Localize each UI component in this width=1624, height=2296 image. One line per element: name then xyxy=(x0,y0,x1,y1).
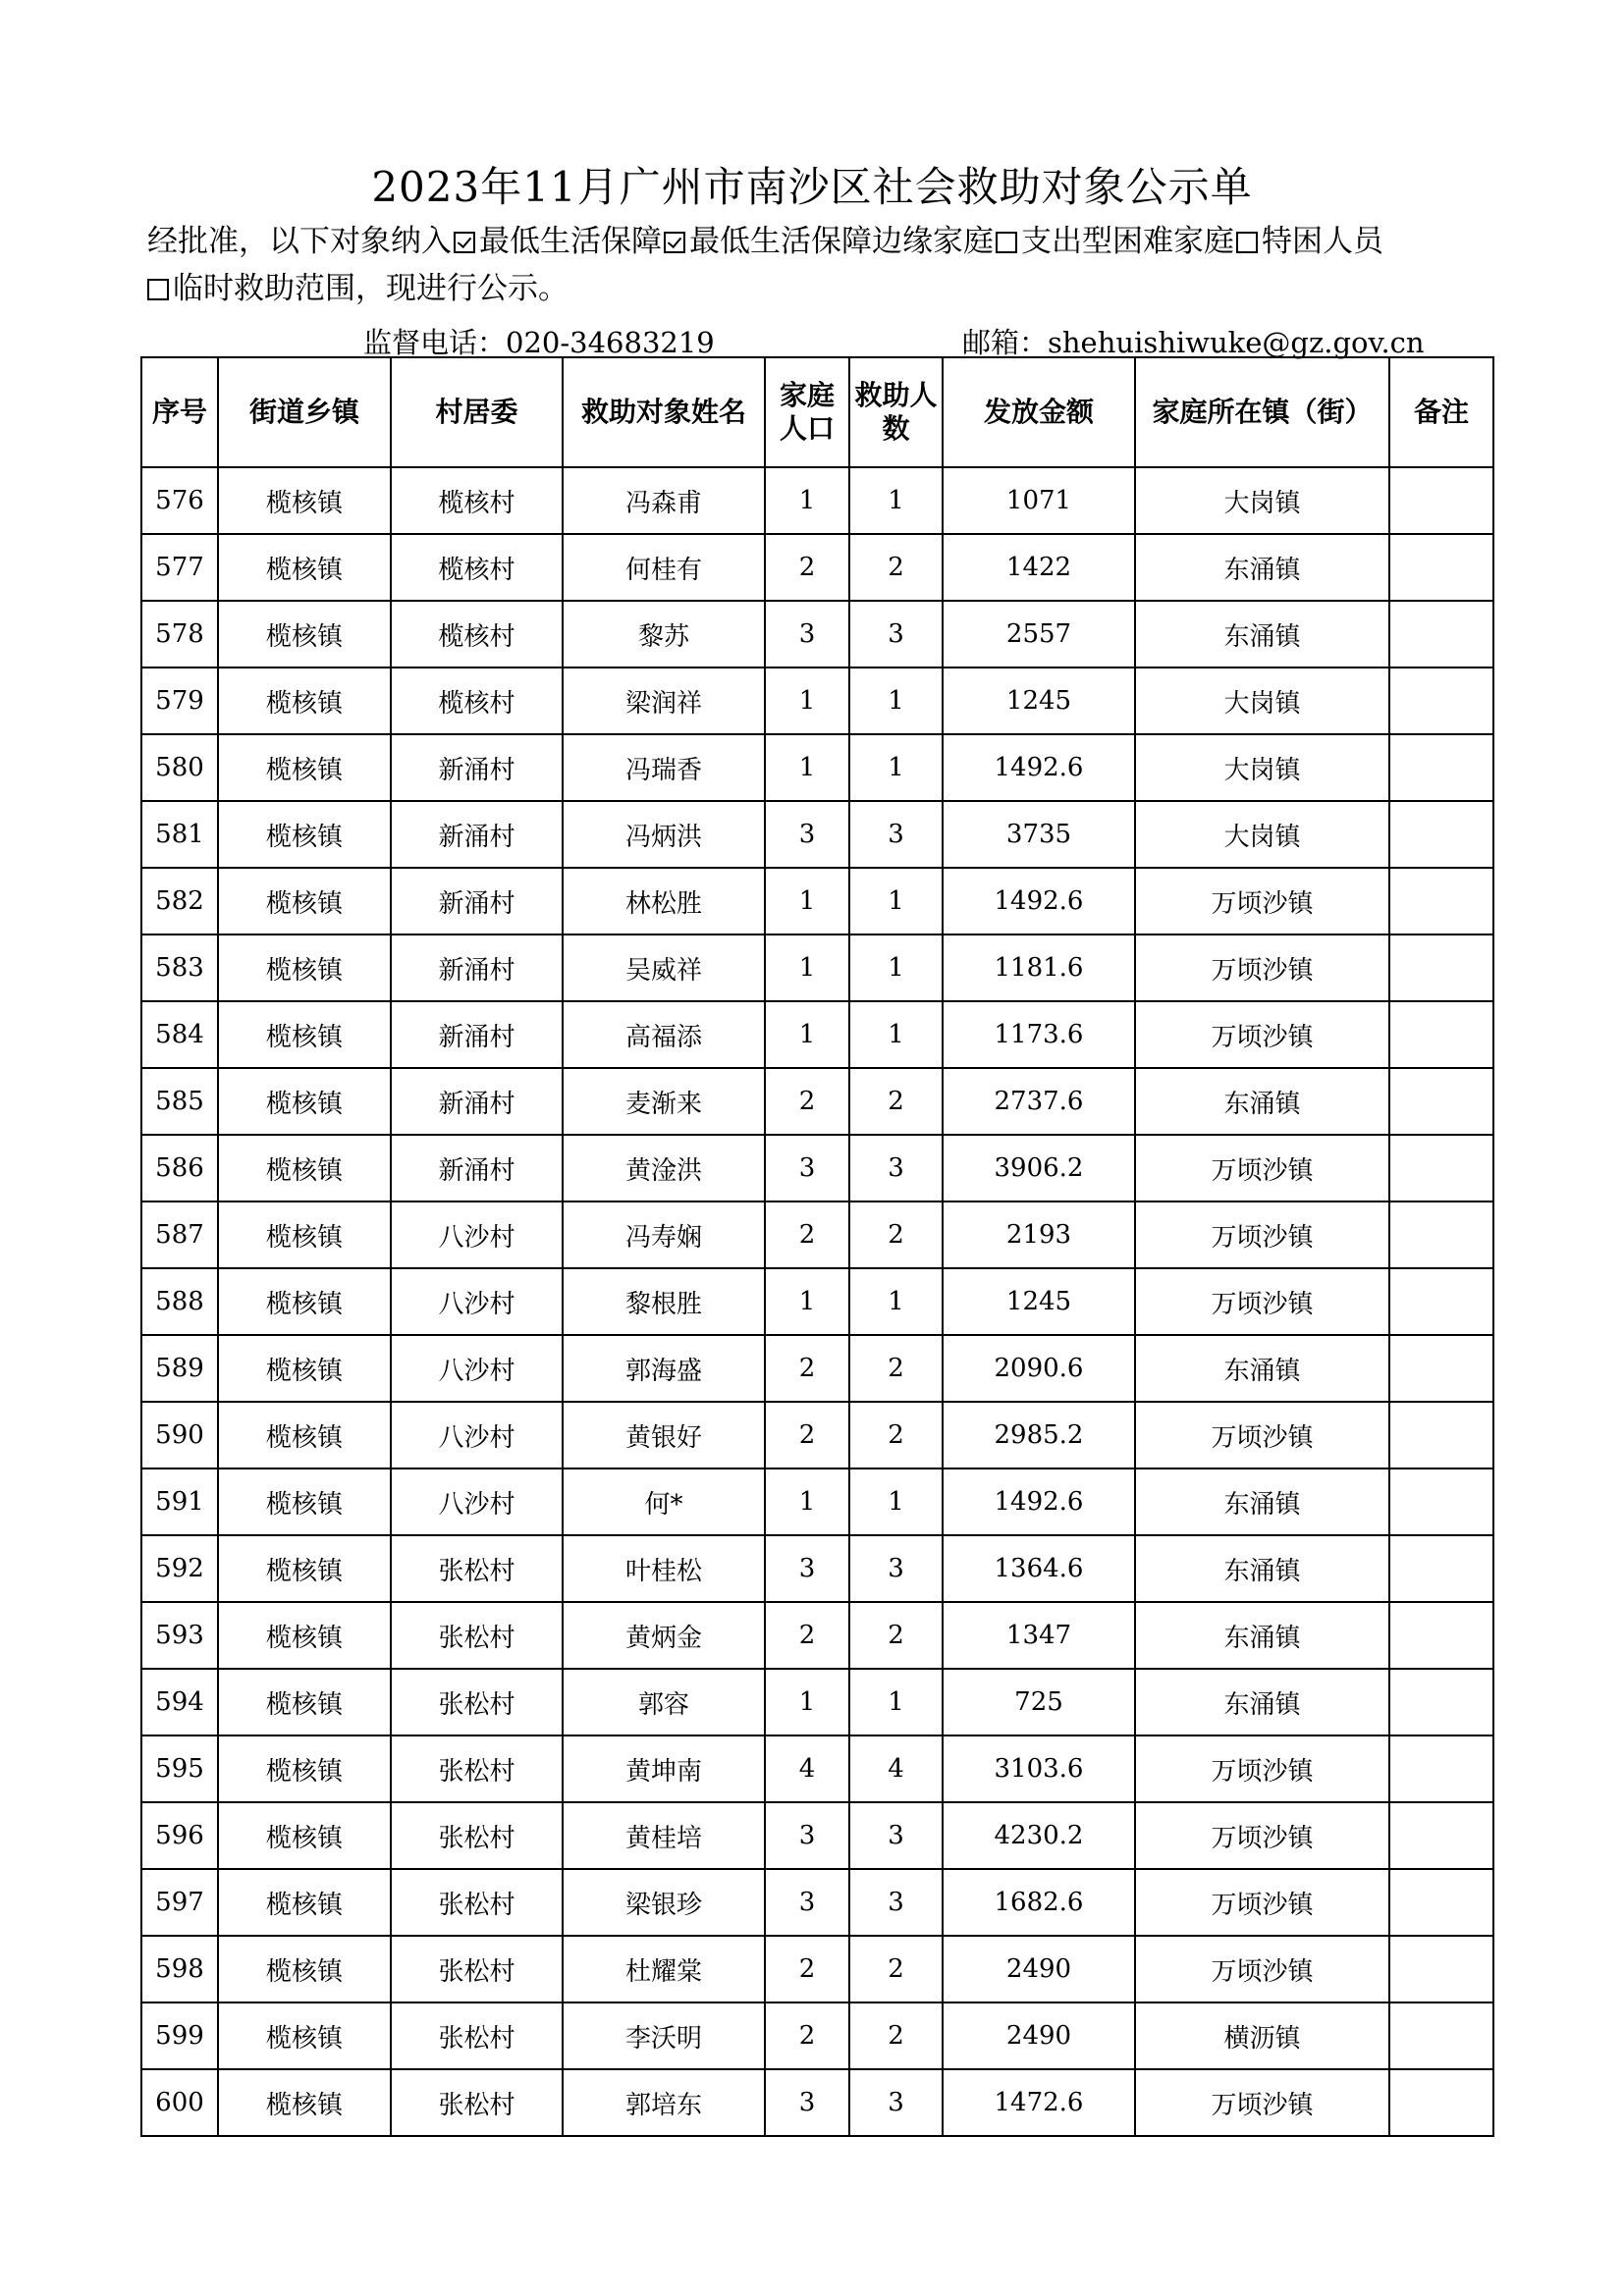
table-row xyxy=(141,2002,1493,2069)
cell-household: 1 xyxy=(765,1468,849,1535)
header-no: 序号 xyxy=(141,357,218,467)
cell-street: 榄核镇 xyxy=(218,1001,391,1068)
cell-aided: 4 xyxy=(849,1735,943,1802)
cell-amount: 1245 xyxy=(943,667,1135,734)
cell-street: 榄核镇 xyxy=(218,1268,391,1335)
cell-no: 576 xyxy=(141,467,218,534)
cell-aided: 1 xyxy=(849,734,943,801)
cell-name: 林松胜 xyxy=(563,868,765,934)
aid-recipients-table xyxy=(140,356,1494,2137)
cell-amount: 1347 xyxy=(943,1602,1135,1669)
cell-street: 榄核镇 xyxy=(218,868,391,934)
cell-no: 586 xyxy=(141,1135,218,1201)
table-row xyxy=(141,1936,1493,2002)
cell-household: 3 xyxy=(765,801,849,868)
cell-aided: 3 xyxy=(849,1135,943,1201)
cell-remark xyxy=(1389,1869,1493,1936)
table-row xyxy=(141,1268,1493,1335)
cell-household: 1 xyxy=(765,934,849,1001)
cell-name: 黄炳金 xyxy=(563,1602,765,1669)
cell-village: 榄核村 xyxy=(391,467,563,534)
cell-street: 榄核镇 xyxy=(218,467,391,534)
cell-village: 张松村 xyxy=(391,1535,563,1602)
cell-amount: 3103.6 xyxy=(943,1735,1135,1802)
cell-remark xyxy=(1389,934,1493,1001)
cell-aided: 1 xyxy=(849,934,943,1001)
cell-name: 冯瑞香 xyxy=(563,734,765,801)
cell-village: 张松村 xyxy=(391,1802,563,1869)
cell-no: 581 xyxy=(141,801,218,868)
cell-street: 榄核镇 xyxy=(218,1735,391,1802)
cell-village: 新涌村 xyxy=(391,734,563,801)
header-street: 街道乡镇 xyxy=(218,357,391,467)
cell-home-town: 东涌镇 xyxy=(1135,1602,1389,1669)
cell-amount: 1422 xyxy=(943,534,1135,601)
cell-home-town: 万顷沙镇 xyxy=(1135,1936,1389,2002)
header-home-town: 家庭所在镇（街） xyxy=(1135,357,1389,467)
cell-aided: 2 xyxy=(849,1068,943,1135)
cell-street: 榄核镇 xyxy=(218,667,391,734)
cell-remark xyxy=(1389,1602,1493,1669)
cell-village: 张松村 xyxy=(391,1735,563,1802)
cell-household: 2 xyxy=(765,1402,849,1468)
cell-home-town: 万顷沙镇 xyxy=(1135,1802,1389,1869)
cell-village: 张松村 xyxy=(391,1869,563,1936)
page-title: 2023年11月广州市南沙区社会救助对象公示单 xyxy=(371,163,1253,211)
cell-no: 588 xyxy=(141,1268,218,1335)
checkbox-icon xyxy=(147,279,169,300)
cell-no: 583 xyxy=(141,934,218,1001)
cell-household: 2 xyxy=(765,2002,849,2069)
cell-home-town: 大岗镇 xyxy=(1135,734,1389,801)
table-row xyxy=(141,1735,1493,1802)
cell-amount: 1245 xyxy=(943,1268,1135,1335)
cell-name: 郭培东 xyxy=(563,2069,765,2136)
cell-aided: 1 xyxy=(849,1468,943,1535)
header-name: 救助对象姓名 xyxy=(563,357,765,467)
intro-paragraph xyxy=(147,218,1522,312)
table-row xyxy=(141,1802,1493,1869)
cell-village: 榄核村 xyxy=(391,667,563,734)
table-row xyxy=(141,1468,1493,1535)
cell-no: 578 xyxy=(141,601,218,667)
cell-name: 吴威祥 xyxy=(563,934,765,1001)
cell-no: 591 xyxy=(141,1468,218,1535)
cell-home-town: 东涌镇 xyxy=(1135,601,1389,667)
cell-name: 黄坤南 xyxy=(563,1735,765,1802)
cell-household: 2 xyxy=(765,1068,849,1135)
cell-name: 李沃明 xyxy=(563,2002,765,2069)
cell-remark xyxy=(1389,467,1493,534)
cell-street: 榄核镇 xyxy=(218,801,391,868)
cell-street: 榄核镇 xyxy=(218,2002,391,2069)
cell-village: 张松村 xyxy=(391,1936,563,2002)
header-aided: 救助人 数 xyxy=(849,357,943,467)
cell-street: 榄核镇 xyxy=(218,1535,391,1602)
cell-no: 598 xyxy=(141,1936,218,2002)
cell-remark xyxy=(1389,734,1493,801)
cell-amount: 1181.6 xyxy=(943,934,1135,1001)
cell-aided: 3 xyxy=(849,801,943,868)
table-row xyxy=(141,2069,1493,2136)
cell-household: 3 xyxy=(765,1802,849,1869)
cell-village: 新涌村 xyxy=(391,934,563,1001)
cell-remark xyxy=(1389,1335,1493,1402)
cell-aided: 3 xyxy=(849,2069,943,2136)
cell-aided: 3 xyxy=(849,1802,943,1869)
cell-village: 八沙村 xyxy=(391,1201,563,1268)
cell-aided: 1 xyxy=(849,667,943,734)
table-row xyxy=(141,1068,1493,1135)
table-body xyxy=(141,467,1493,2136)
cell-amount: 2737.6 xyxy=(943,1068,1135,1135)
table-row xyxy=(141,734,1493,801)
cell-name: 黄银好 xyxy=(563,1402,765,1468)
cell-home-town: 万顷沙镇 xyxy=(1135,1869,1389,1936)
cell-home-town: 东涌镇 xyxy=(1135,1669,1389,1735)
checkbox-icon xyxy=(664,232,685,253)
cell-street: 榄核镇 xyxy=(218,934,391,1001)
cell-name: 黎根胜 xyxy=(563,1268,765,1335)
cell-remark xyxy=(1389,1936,1493,2002)
table-row xyxy=(141,801,1493,868)
cell-village: 八沙村 xyxy=(391,1468,563,1535)
table-row xyxy=(141,1669,1493,1735)
table-row xyxy=(141,868,1493,934)
cell-no: 577 xyxy=(141,534,218,601)
cell-home-town: 万顷沙镇 xyxy=(1135,1001,1389,1068)
cell-name: 杜耀棠 xyxy=(563,1936,765,2002)
header-remark: 备注 xyxy=(1389,357,1493,467)
cell-no: 585 xyxy=(141,1068,218,1135)
cell-aided: 3 xyxy=(849,1535,943,1602)
table-row xyxy=(141,667,1493,734)
cell-name: 冯寿娴 xyxy=(563,1201,765,1268)
cell-no: 590 xyxy=(141,1402,218,1468)
cell-name: 冯炳洪 xyxy=(563,801,765,868)
cell-no: 592 xyxy=(141,1535,218,1602)
cell-household: 2 xyxy=(765,1602,849,1669)
cell-household: 3 xyxy=(765,1869,849,1936)
cell-street: 榄核镇 xyxy=(218,734,391,801)
cell-street: 榄核镇 xyxy=(218,534,391,601)
cell-no: 589 xyxy=(141,1335,218,1402)
cell-no: 600 xyxy=(141,2069,218,2136)
cell-street: 榄核镇 xyxy=(218,1869,391,1936)
cell-home-town: 万顷沙镇 xyxy=(1135,1268,1389,1335)
cell-home-town: 横沥镇 xyxy=(1135,2002,1389,2069)
table-row xyxy=(141,934,1493,1001)
option-extreme-poverty: 特困人员 xyxy=(1234,224,1383,259)
table-header-row xyxy=(141,357,1493,467)
cell-amount: 1364.6 xyxy=(943,1535,1135,1602)
cell-amount: 1682.6 xyxy=(943,1869,1135,1936)
cell-village: 张松村 xyxy=(391,2069,563,2136)
cell-aided: 2 xyxy=(849,534,943,601)
cell-street: 榄核镇 xyxy=(218,601,391,667)
header-village: 村居委 xyxy=(391,357,563,467)
cell-amount: 1472.6 xyxy=(943,2069,1135,2136)
cell-home-town: 万顷沙镇 xyxy=(1135,2069,1389,2136)
header-amount: 发放金额 xyxy=(943,357,1135,467)
table-row xyxy=(141,1869,1493,1936)
cell-remark xyxy=(1389,868,1493,934)
cell-household: 2 xyxy=(765,1201,849,1268)
table-row xyxy=(141,1335,1493,1402)
intro-prefix: 经批准，以下对象纳入 xyxy=(147,224,452,259)
cell-village: 八沙村 xyxy=(391,1268,563,1335)
cell-home-town: 东涌镇 xyxy=(1135,1068,1389,1135)
cell-home-town: 万顷沙镇 xyxy=(1135,1135,1389,1201)
cell-no: 595 xyxy=(141,1735,218,1802)
cell-village: 八沙村 xyxy=(391,1402,563,1468)
cell-amount: 1492.6 xyxy=(943,734,1135,801)
cell-village: 榄核村 xyxy=(391,601,563,667)
cell-remark xyxy=(1389,1468,1493,1535)
cell-amount: 1173.6 xyxy=(943,1001,1135,1068)
table-row xyxy=(141,1201,1493,1268)
cell-name: 郭容 xyxy=(563,1669,765,1735)
cell-aided: 2 xyxy=(849,1936,943,2002)
cell-remark xyxy=(1389,1735,1493,1802)
table-row xyxy=(141,1001,1493,1068)
cell-amount: 2490 xyxy=(943,2002,1135,2069)
cell-household: 1 xyxy=(765,1669,849,1735)
cell-street: 榄核镇 xyxy=(218,1936,391,2002)
cell-village: 新涌村 xyxy=(391,868,563,934)
cell-household: 1 xyxy=(765,1268,849,1335)
cell-street: 榄核镇 xyxy=(218,1068,391,1135)
cell-amount: 2490 xyxy=(943,1936,1135,2002)
cell-remark xyxy=(1389,1268,1493,1335)
cell-no: 599 xyxy=(141,2002,218,2069)
cell-aided: 1 xyxy=(849,1669,943,1735)
checkbox-icon xyxy=(1236,232,1258,253)
cell-household: 3 xyxy=(765,601,849,667)
cell-remark xyxy=(1389,1402,1493,1468)
cell-street: 榄核镇 xyxy=(218,1402,391,1468)
cell-remark xyxy=(1389,2002,1493,2069)
cell-name: 黄桂培 xyxy=(563,1802,765,1869)
cell-name: 郭海盛 xyxy=(563,1335,765,1402)
cell-amount: 2557 xyxy=(943,601,1135,667)
cell-name: 叶桂松 xyxy=(563,1535,765,1602)
cell-home-town: 万顷沙镇 xyxy=(1135,868,1389,934)
cell-aided: 1 xyxy=(849,868,943,934)
cell-household: 1 xyxy=(765,734,849,801)
cell-remark xyxy=(1389,534,1493,601)
cell-aided: 2 xyxy=(849,1602,943,1669)
cell-amount: 2193 xyxy=(943,1201,1135,1268)
cell-household: 1 xyxy=(765,868,849,934)
cell-amount: 725 xyxy=(943,1669,1135,1735)
cell-village: 张松村 xyxy=(391,1602,563,1669)
cell-street: 榄核镇 xyxy=(218,1602,391,1669)
cell-home-town: 东涌镇 xyxy=(1135,534,1389,601)
option-temporary-aid: 临时救助范围，现进行公示。 xyxy=(147,271,568,306)
cell-no: 587 xyxy=(141,1201,218,1268)
cell-household: 3 xyxy=(765,1535,849,1602)
cell-remark xyxy=(1389,667,1493,734)
cell-amount: 4230.2 xyxy=(943,1802,1135,1869)
option-expense-hardship: 支出型困难家庭 xyxy=(994,224,1234,259)
cell-home-town: 万顷沙镇 xyxy=(1135,1735,1389,1802)
cell-no: 579 xyxy=(141,667,218,734)
cell-household: 2 xyxy=(765,1936,849,2002)
cell-amount: 2090.6 xyxy=(943,1335,1135,1402)
cell-name: 何桂有 xyxy=(563,534,765,601)
cell-name: 黎苏 xyxy=(563,601,765,667)
header-household: 家庭 人口 xyxy=(765,357,849,467)
cell-aided: 2 xyxy=(849,1335,943,1402)
table-row xyxy=(141,1402,1493,1468)
cell-home-town: 大岗镇 xyxy=(1135,467,1389,534)
cell-household: 3 xyxy=(765,2069,849,2136)
cell-no: 580 xyxy=(141,734,218,801)
cell-home-town: 东涌镇 xyxy=(1135,1335,1389,1402)
cell-aided: 1 xyxy=(849,1268,943,1335)
cell-amount: 1492.6 xyxy=(943,1468,1135,1535)
cell-aided: 3 xyxy=(849,601,943,667)
cell-street: 榄核镇 xyxy=(218,1802,391,1869)
cell-remark xyxy=(1389,2069,1493,2136)
cell-remark xyxy=(1389,1669,1493,1735)
cell-home-town: 东涌镇 xyxy=(1135,1535,1389,1602)
cell-no: 594 xyxy=(141,1669,218,1735)
cell-village: 张松村 xyxy=(391,1669,563,1735)
cell-remark xyxy=(1389,1201,1493,1268)
cell-name: 冯森甫 xyxy=(563,467,765,534)
cell-village: 新涌村 xyxy=(391,1135,563,1201)
cell-household: 4 xyxy=(765,1735,849,1802)
cell-household: 2 xyxy=(765,534,849,601)
checkbox-icon xyxy=(996,232,1017,253)
cell-street: 榄核镇 xyxy=(218,1669,391,1735)
cell-household: 1 xyxy=(765,667,849,734)
cell-amount: 2985.2 xyxy=(943,1402,1135,1468)
cell-aided: 3 xyxy=(849,1869,943,1936)
cell-aided: 1 xyxy=(849,467,943,534)
cell-remark xyxy=(1389,1135,1493,1201)
cell-remark xyxy=(1389,1001,1493,1068)
cell-village: 新涌村 xyxy=(391,1068,563,1135)
cell-household: 3 xyxy=(765,1135,849,1201)
cell-remark xyxy=(1389,1535,1493,1602)
cell-household: 2 xyxy=(765,1335,849,1402)
cell-remark xyxy=(1389,601,1493,667)
cell-home-town: 万顷沙镇 xyxy=(1135,934,1389,1001)
cell-amount: 1071 xyxy=(943,467,1135,534)
option-min-living: 最低生活保障 xyxy=(452,224,662,259)
cell-no: 584 xyxy=(141,1001,218,1068)
cell-home-town: 万顷沙镇 xyxy=(1135,1402,1389,1468)
cell-amount: 1492.6 xyxy=(943,868,1135,934)
table-row xyxy=(141,1602,1493,1669)
cell-village: 新涌村 xyxy=(391,1001,563,1068)
cell-village: 八沙村 xyxy=(391,1335,563,1402)
cell-street: 榄核镇 xyxy=(218,1135,391,1201)
cell-home-town: 东涌镇 xyxy=(1135,1468,1389,1535)
table-row xyxy=(141,601,1493,667)
contact-email: 邮箱：shehuishiwuke@gz.gov.cn xyxy=(962,326,1425,359)
cell-home-town: 大岗镇 xyxy=(1135,801,1389,868)
cell-name: 麦渐来 xyxy=(563,1068,765,1135)
cell-street: 榄核镇 xyxy=(218,1201,391,1268)
cell-village: 新涌村 xyxy=(391,801,563,868)
cell-amount: 3735 xyxy=(943,801,1135,868)
cell-remark xyxy=(1389,801,1493,868)
checkbox-icon xyxy=(454,232,475,253)
table-row xyxy=(141,467,1493,534)
table-row xyxy=(141,1135,1493,1201)
cell-name: 梁润祥 xyxy=(563,667,765,734)
table-row xyxy=(141,534,1493,601)
table-row xyxy=(141,1535,1493,1602)
cell-village: 榄核村 xyxy=(391,534,563,601)
cell-no: 597 xyxy=(141,1869,218,1936)
cell-household: 1 xyxy=(765,1001,849,1068)
cell-village: 张松村 xyxy=(391,2002,563,2069)
cell-aided: 2 xyxy=(849,2002,943,2069)
cell-remark xyxy=(1389,1802,1493,1869)
cell-name: 黄淦洪 xyxy=(563,1135,765,1201)
cell-name: 高福添 xyxy=(563,1001,765,1068)
cell-aided: 2 xyxy=(849,1402,943,1468)
cell-name: 何* xyxy=(563,1468,765,1535)
cell-street: 榄核镇 xyxy=(218,1335,391,1402)
cell-no: 582 xyxy=(141,868,218,934)
cell-no: 596 xyxy=(141,1802,218,1869)
cell-aided: 1 xyxy=(849,1001,943,1068)
cell-home-town: 万顷沙镇 xyxy=(1135,1201,1389,1268)
option-min-living-edge: 最低生活保障边缘家庭 xyxy=(662,224,994,259)
cell-household: 1 xyxy=(765,467,849,534)
supervision-phone: 监督电话：020-34683219 xyxy=(363,326,715,359)
cell-remark xyxy=(1389,1068,1493,1135)
cell-street: 榄核镇 xyxy=(218,1468,391,1535)
cell-name: 梁银珍 xyxy=(563,1869,765,1936)
cell-amount: 3906.2 xyxy=(943,1135,1135,1201)
cell-no: 593 xyxy=(141,1602,218,1669)
cell-home-town: 大岗镇 xyxy=(1135,667,1389,734)
cell-street: 榄核镇 xyxy=(218,2069,391,2136)
cell-aided: 2 xyxy=(849,1201,943,1268)
